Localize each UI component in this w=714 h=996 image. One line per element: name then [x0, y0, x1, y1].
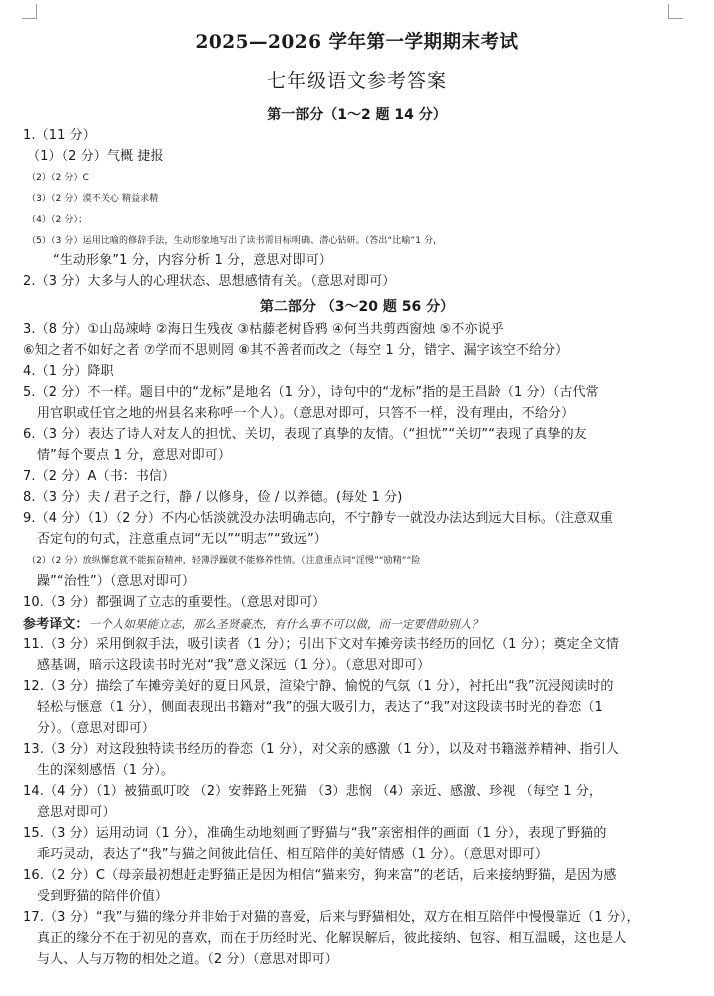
answer-line: （2）（2 分）放纵懈怠就不能振奋精神，轻薄浮躁就不能修养性情。（注意重点词“淫慢”“励精”“险 [27, 556, 421, 566]
document-title: 2025—2026 学年第一学期期末考试 [195, 32, 519, 53]
answer-line: 12.（3 分）描绘了车摊旁美好的夏日风景，渲染宁静、愉悦的气氛（1 分），衬托出“我”沉浸阅读时的 [23, 679, 614, 694]
answer-line: （2）（2 分）C [27, 173, 89, 183]
answer-line: 否定句的句式，注意重点词“无以”“明志”“致远”） [37, 532, 327, 547]
answer-line: 躁”“治性”）（意思对即可） [37, 574, 196, 589]
answer-line: 16.（2 分）C（母亲最初想赶走野猫正是因为相信“猫来穷，狗来富”的老话，后来接纳野猫，是因为感 [23, 868, 617, 883]
answer-line: 2.（3 分）大多与人的心理状态、思想感情有关。（意思对即可） [23, 274, 396, 289]
answer-line: （3）（2 分）漠不关心 精益求精 [27, 194, 159, 204]
answer-line: 1.（11 分） [23, 128, 96, 143]
answer-line: 10.（3 分）都强调了立志的重要性。（意思对即可） [23, 595, 326, 610]
answer-line: “生动形象”1 分，内容分析 1 分，意思对即可） [53, 253, 332, 268]
answer-line: 意思对即可） [37, 805, 116, 820]
answer-line: （5）（3 分）运用比喻的修辞手法，生动形象地写出了读书需目标明确、潜心钻研。（答出“比喻”1 分， [27, 236, 443, 246]
answer-line: 7.（2 分）A（书：书信） [23, 469, 176, 484]
answer-line: 6.（3 分）表达了诗人对友人的担忧、关切，表现了真挚的友情。（“担忧”“关切”“表现了真挚的友 [23, 427, 587, 442]
section-heading-part2: 第二部分 （3～20 题 56 分） [259, 299, 455, 315]
answer-line: 5.（2 分）不一样。题目中的“龙标”是地名（1 分），诗句中的“龙标”指的是王昌龄（1 分）（古代常 [23, 385, 599, 400]
answer-line: 生的深刻感悟（1 分）。 [37, 763, 175, 778]
answer-line: ⑥知之者不如好之者 ⑦学而不思则罔 ⑧其不善者而改之（每空 1 分，错字、漏字该空不给分） [23, 343, 569, 358]
answer-line: 真正的缘分不在于初见的喜欢，而在于历经时光、化解误解后，彼此接纳、包容、相互温暖，这也是人 [37, 931, 627, 946]
answer-line: 感基调，暗示这段读书时光对“我”意义深远（1 分）。（意思对即可） [37, 658, 431, 673]
answer-line: （4）（2 分）； [27, 215, 88, 225]
answer-line: 15.（3 分）运用动词（1 分），准确生动地刻画了野猫与“我”亲密相伴的画面（1 分），表现了野猫的 [23, 826, 607, 841]
answer-line: 17.（3 分）“我”与猫的缘分并非始于对猫的喜爱，后来与野猫相处，双方在相互陪伴中慢慢靠近（1 分）， [23, 910, 640, 925]
reference-translation [23, 614, 699, 635]
answer-line: 14.（4 分）（1）被猫虱叮咬 （2）安葬路上死猫 （3）悲悯 （4）亲近、感激、珍视 （每空 1 分， [23, 784, 603, 799]
answer-line: 受到野猫的陪伴价值） [37, 889, 169, 904]
answer-line: （1）（2 分）气概 捷报 [27, 149, 164, 164]
answer-line: 乖巧灵动，表达了“我”与猫之间彼此信任、相互陪伴的美好情感（1 分）。（意思对即可） [37, 847, 549, 862]
page-corner-mark [22, 4, 37, 19]
answer-line: 13.（3 分）对这段独特读书经历的眷恋（1 分），对父亲的感激（1 分），以及对书籍滋养精神、指引人 [23, 742, 619, 757]
answer-line: 用官职或任官之地的州县名来称呼一个人）。（意思对即可，只答不一样，没有理由，不给分） [37, 406, 575, 421]
answer-line: 分）。（意思对即可） [37, 721, 156, 736]
answer-line: 4.（1 分）降职 [23, 364, 114, 379]
answer-line: 情”每个要点 1 分，意思对即可） [37, 448, 231, 463]
answer-line: 与人、人与万物的相处之道。（2 分）（意思对即可） [37, 952, 338, 967]
page-corner-mark [668, 4, 683, 19]
answer-line: 8.（3 分）夫 / 君子之行，静 / 以修身，俭 / 以养德。(每处 1 分) [23, 490, 403, 505]
answer-line: 9.（4 分）（1）（2 分）不内心恬淡就没办法明确志向，不宁静专一就没办法达到远大目标。（注意双重 [23, 511, 613, 526]
section-heading-part1: 第一部分（1～2 题 14 分） [267, 107, 447, 123]
answer-line: 3.（8 分）①山岛竦峙 ②海日生残夜 ③枯藤老树昏鸦 ④何当共剪西窗烛 ⑤不亦说乎 [23, 322, 504, 337]
answer-line: 11.（3 分）采用倒叙手法，吸引读者（1 分）；引出下文对车摊旁读书经历的回忆（1 分）；奠定全文情 [23, 637, 619, 652]
translation-text: 一个人如果能立志，那么圣贤豪杰，有什么事不可以做，而一定要借助别人？ [88, 617, 483, 631]
translation-label: 参考译文： [23, 617, 89, 632]
answer-line: 轻松与惬意（1 分），侧面表现出书籍对“我”的强大吸引力，表达了“我”对这段读书时光的眷恋（1 [37, 700, 603, 715]
document-subtitle: 七年级语文参考答案 [266, 70, 447, 92]
